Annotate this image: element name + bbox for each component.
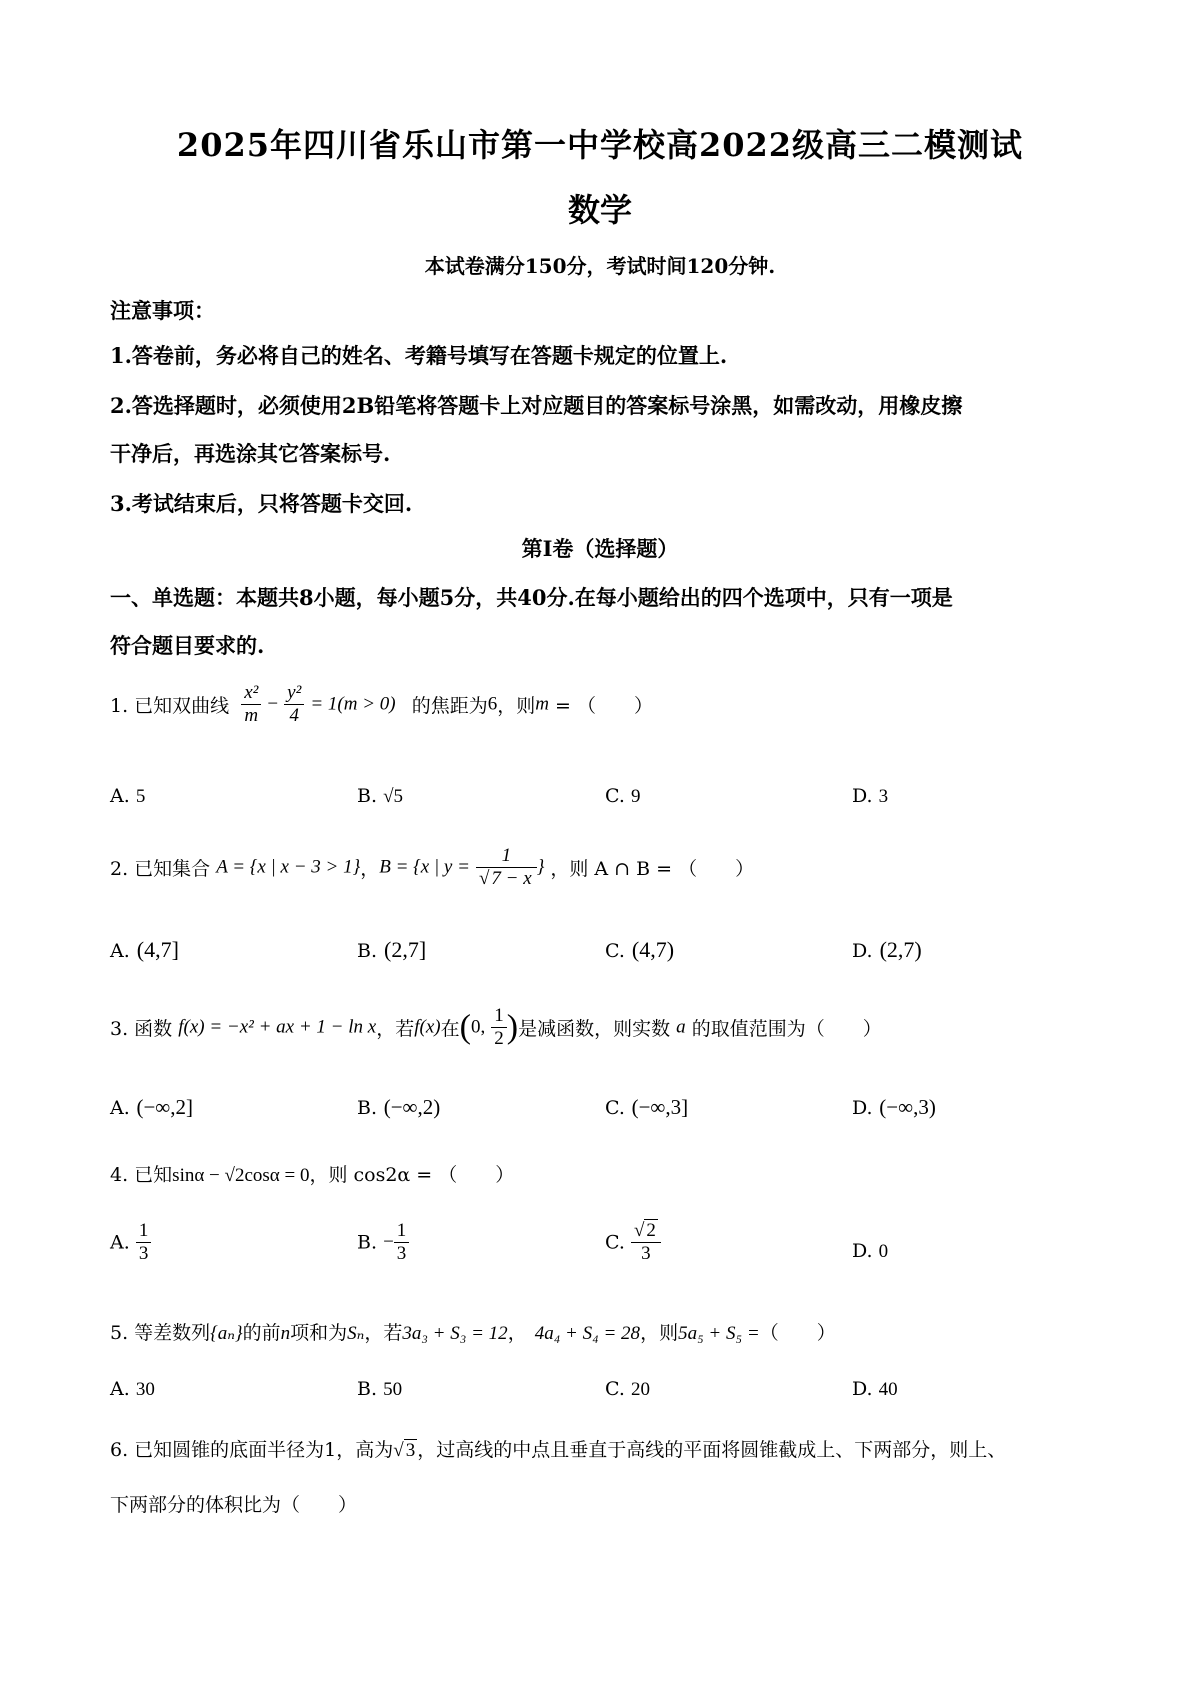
section-instruction-line-1: 一、单选题：本题共8小题，每小题5分，共40分.在每小题给出的四个选项中，只有一项是 (110, 585, 953, 610)
q4-option-a: A. $\frac{1}{3}$ (110, 1220, 151, 1265)
q1-frac1-num: x² (241, 682, 261, 705)
section-instruction-line-2: 符合题目要求的. (110, 633, 265, 658)
q5-option-c: C. 20 (605, 1378, 650, 1400)
q3-option-a: A. (−∞,2] (110, 1095, 194, 1119)
q4-option-b: B. − $\frac{1}{3}$ (357, 1220, 409, 1265)
q1-fraction-y (284, 682, 304, 727)
q1-frac2-den: 4 (289, 704, 299, 726)
q4-option-c: C. $\frac{√ 2}{3}$ (605, 1220, 661, 1265)
q1-mid: 的焦距为 (411, 694, 488, 717)
q1-option-a: A. 5 (110, 785, 146, 807)
q3-option-d: D. (−∞,3) (852, 1095, 936, 1119)
q2-set-a: A = {x | x − 3 > 1} (216, 856, 361, 878)
q5-option-d: D. 40 (852, 1378, 898, 1400)
q4-equation: sinα − √2cosα = 0 (172, 1165, 310, 1186)
volume-title: 第I卷（选择题） (521, 536, 679, 561)
question-3: 3. 函数 f(x) = −x² + ax + 1 − ln x，若f(x)在(0, $\frac{1}{2}$ )是减函数，则实数 a 的取值范围为（ ） (110, 1005, 882, 1049)
q1-eq-tail: = 1(m > 0) (310, 693, 396, 715)
q3-option-b: B. (−∞,2) (357, 1095, 441, 1119)
note-item-2-line-1: 2.答选择题时，必须使用2B铅笔将答题卡上对应题目的答案标号涂黑，如需改动，用橡皮擦 (110, 393, 963, 418)
exam-title: 2025年四川省乐山市第一中学校高2022级高三二模测试 (176, 126, 1024, 164)
q2-text-a: 2. 已知集合 (110, 857, 211, 880)
q3-interval-fraction: $\frac{1}{2}$ (491, 1005, 507, 1050)
note-item-2-line-2: 干净后，再选涂其它答案标号. (110, 441, 391, 466)
q2-fraction: $\frac{1}{√ 7 - x}$ (476, 845, 537, 890)
question-4: 4. 已知sinα − √2cosα = 0，则 cos2α = （ ） (110, 1164, 515, 1186)
q1-frac2-num: y² (284, 682, 304, 705)
question-6-line-1: 6. 已知圆锥的底面半径为1，高为√ 3 ，过高线的中点且垂直于高线的平面将圆锥截成上、下两部分，则上、 (110, 1439, 1007, 1461)
q4-option-d: D. 0 (852, 1240, 889, 1262)
notes-heading: 注意事项： (110, 298, 215, 323)
subject-title: 数学 (567, 191, 632, 229)
q1-option-c: C. 9 (605, 785, 641, 807)
q1-prefix: 1. 已知双曲线 (110, 694, 230, 717)
q1-option-b: B. √5 (357, 785, 403, 807)
score-line: 本试卷满分150分，考试时间120分钟. (424, 254, 776, 278)
q1-option-d: D. 3 (852, 785, 889, 807)
q2-set-b-head: B = {x | y = (379, 856, 470, 878)
q2-ask: ，则 A ∩ B = （ ） (550, 857, 755, 880)
q1-ask: = （ ） (548, 694, 653, 717)
q2-option-b: B. (2,7] (357, 937, 427, 962)
q1-frac1-den: m (244, 704, 259, 726)
q1-focal: 6 (487, 693, 498, 715)
q1-var: m (535, 693, 549, 715)
q5-option-b: B. 50 (357, 1378, 403, 1400)
q5-option-a: A. 30 (110, 1378, 155, 1400)
question-5: 5. 等差数列{aₙ}的前n项和为Sₙ，若3a₃ + S₃ = 12， 4a₄ + S₄ = 28，则5a₅ + S₅ =（ ） (110, 1322, 836, 1344)
q2-option-a: A. (4,7] (110, 937, 179, 962)
question-2: 2. 已知集合 A = {x | x − 3 > 1}，B = {x | y = $\frac{1}{√ 7 - x}$ } ，则 A ∩ B = （ ） (110, 845, 755, 889)
question-1: 1. 已知双曲线 $\frac{\text{x²}}{m}$ − $\frac{\text{y²}}{4}$ = 1(m > 0) 的焦距为6，则m = （ ） (110, 682, 653, 726)
note-item-1: 1.答卷前，务必将自己的姓名、考籍号填写在答题卡规定的位置上. (110, 343, 728, 368)
note-item-3: 3.考试结束后，只将答题卡交回. (110, 491, 413, 516)
q1-tail: ，则 (497, 694, 536, 717)
q3-option-c: C. (−∞,3] (605, 1095, 689, 1119)
q3-function: f(x) = −x² + ax + 1 − ln x (178, 1016, 377, 1038)
q2-option-d: D. (2,7) (852, 937, 922, 962)
question-6-line-2: 下两部分的体积比为（ ） (110, 1494, 358, 1516)
q1-fraction-x (241, 682, 261, 727)
q2-option-c: C. (4,7) (605, 937, 675, 962)
